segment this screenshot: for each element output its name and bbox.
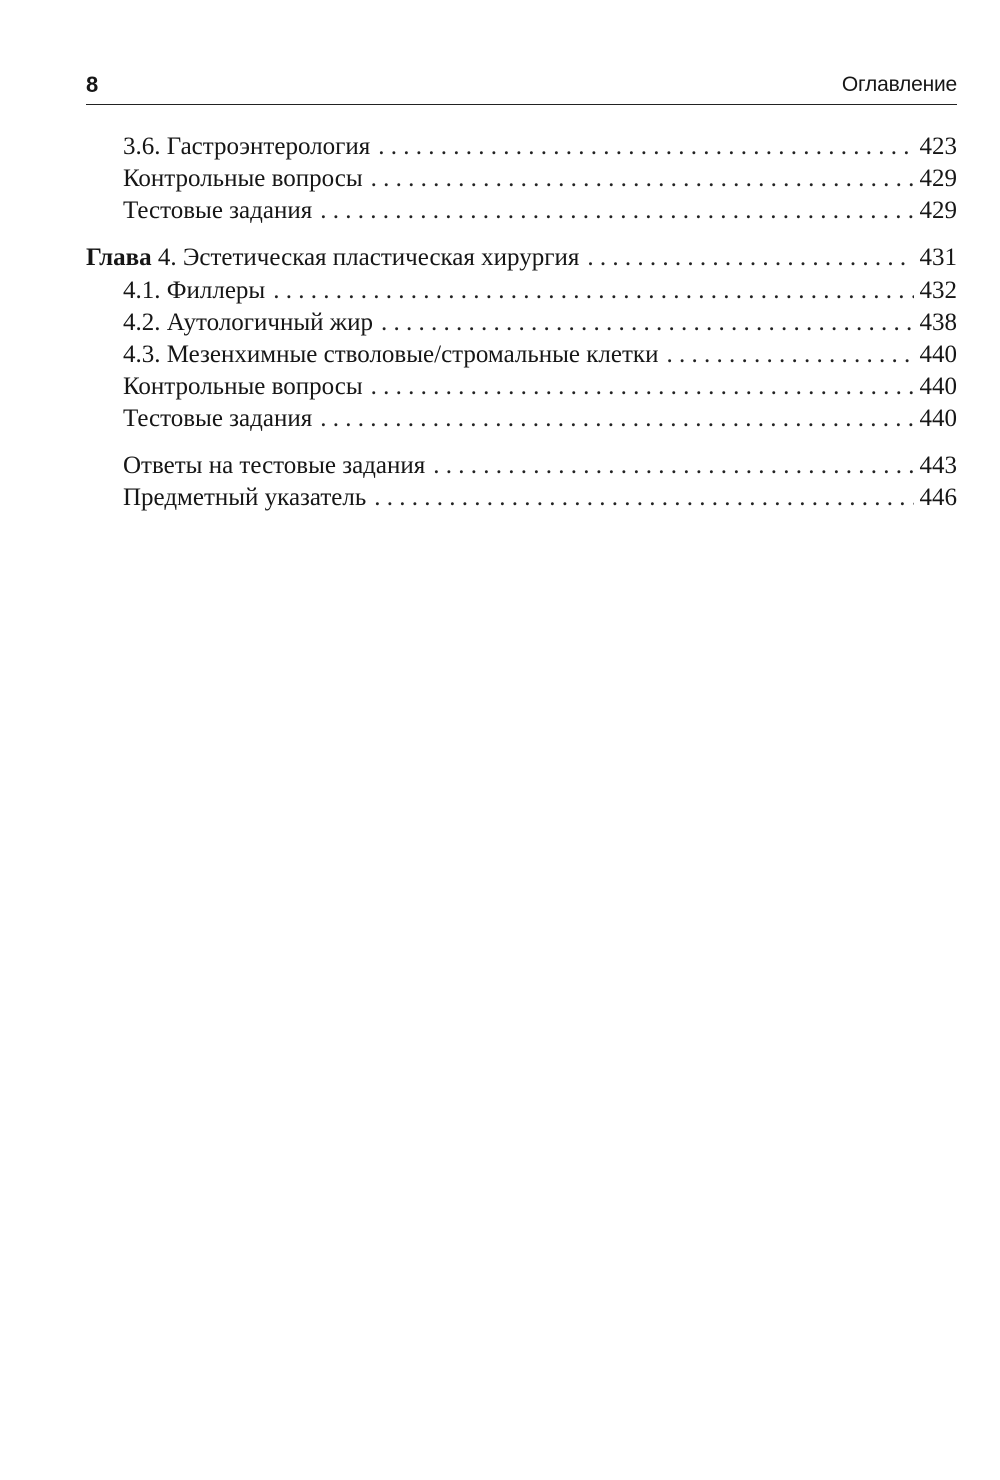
- dot-leader: [374, 482, 913, 514]
- toc-entry-title: Тестовые задания: [123, 197, 313, 224]
- toc-chapter-entry[interactable]: [86, 242, 957, 274]
- dot-leader: [371, 371, 914, 403]
- page-number: 8: [86, 72, 99, 97]
- dot-leader: [320, 195, 913, 227]
- dot-leader: [381, 307, 914, 339]
- dot-leader: [378, 131, 913, 163]
- toc-entry[interactable]: [86, 371, 957, 403]
- toc-entry-page: 446: [919, 484, 957, 511]
- toc-entry-title: [86, 242, 579, 274]
- toc-entry-page: 440: [919, 405, 957, 432]
- toc-entry-title: 4.1. Филлеры: [123, 277, 266, 304]
- running-head: Оглавление: [841, 73, 957, 96]
- chapter-title: 4. Эстетическая пластическая хирургия: [151, 244, 580, 271]
- dot-leader: [666, 339, 913, 371]
- toc-entry-title: 3.6. Гастроэнтерология: [123, 133, 371, 160]
- dot-leader: [433, 450, 913, 482]
- toc-entry[interactable]: [86, 403, 957, 435]
- toc-entry-page: 438: [919, 309, 957, 336]
- toc-entry-title: Тестовые задания: [123, 405, 313, 432]
- toc-entry[interactable]: [86, 307, 957, 339]
- toc-entry[interactable]: [86, 482, 957, 514]
- toc-entry[interactable]: [86, 450, 957, 482]
- toc-entry[interactable]: [86, 195, 957, 227]
- toc-entry-title: 4.3. Мезенхимные стволовые/стромальные клетки: [123, 341, 659, 368]
- toc-entry[interactable]: [86, 339, 957, 371]
- dot-leader: [587, 242, 913, 274]
- toc-entry-title: Контрольные вопросы: [123, 373, 363, 400]
- chapter-label: Глава: [86, 244, 152, 271]
- toc-entry[interactable]: [86, 275, 957, 307]
- toc-entry-page: 432: [919, 277, 957, 304]
- toc-entry-page: 431: [919, 244, 957, 271]
- toc-entry-page: 440: [919, 341, 957, 368]
- toc-entry-title: 4.2. Аутологичный жир: [123, 309, 373, 336]
- dot-leader: [273, 275, 913, 307]
- toc-entry-title: Ответы на тестовые задания: [123, 452, 426, 479]
- dot-leader: [371, 163, 914, 195]
- toc-entry-page: 429: [919, 165, 957, 192]
- dot-leader: [320, 403, 913, 435]
- table-of-contents: [86, 0, 957, 1480]
- toc-entry[interactable]: [86, 163, 957, 195]
- toc-entry-page: 440: [919, 373, 957, 400]
- toc-entry-page: 429: [919, 197, 957, 224]
- toc-entry-title: Предметный указатель: [123, 484, 367, 511]
- toc-entry-title: Контрольные вопросы: [123, 165, 363, 192]
- toc-entry[interactable]: [86, 131, 957, 163]
- toc-entry-page: 423: [919, 133, 957, 160]
- toc-entry-page: 443: [919, 452, 957, 479]
